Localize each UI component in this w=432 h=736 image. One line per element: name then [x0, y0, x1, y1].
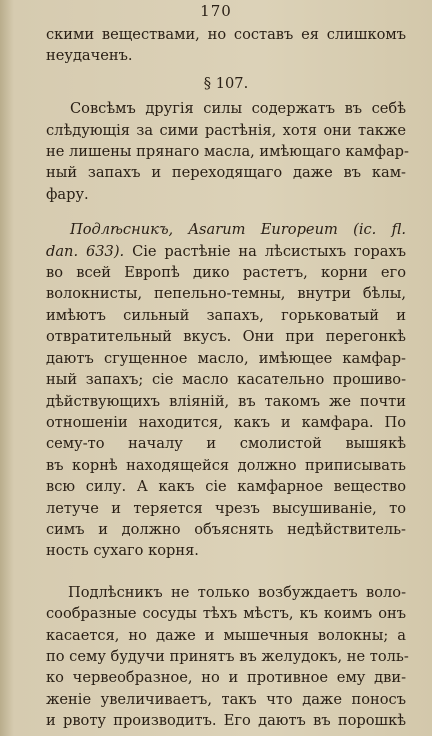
text-line: по сему будучи принятъ въ желудокъ, не толь- — [46, 647, 409, 665]
page-number: 170 — [200, 2, 232, 20]
text-line: Совсѣмъ другія силы содержатъ въ себѣ — [70, 100, 406, 118]
text-line: въ корнѣ находящейся должно приписывать — [46, 456, 406, 474]
text-line: сему-то началу и смолистой вышякѣ — [46, 435, 406, 453]
text-line — [46, 241, 406, 262]
text-line: женіе увеличиваетъ, такъ что даже поносъ — [46, 690, 406, 708]
text-line: ко червеобразное, но и противное ему дви- — [46, 669, 406, 687]
text-line: дѣйствующихъ вліяній, въ такомъ же почти — [46, 392, 406, 410]
paragraph-2 — [46, 98, 409, 205]
text-line: симъ и должно объяснять недѣйствитель- — [46, 520, 406, 538]
text-line: неудаченъ. — [46, 47, 133, 65]
text-line: летуче и теряется чрезъ высушиваніе, то — [46, 499, 406, 517]
text-line: Подлѣсникъ не только возбуждаетъ воло- — [68, 583, 406, 601]
text-line: имѣютъ сильный запахъ, горьковатый и — [46, 306, 406, 324]
text-line: касается, но даже и мышечныя волокны; а — [46, 626, 406, 644]
paragraph-1 — [46, 24, 406, 67]
text-line-italic: Подлѣсникъ, Asarum Europeum (ic. fl. — [70, 221, 406, 239]
paragraph-3 — [46, 219, 406, 562]
text-line: ный запахъ; сіе масло касательно прошиво- — [46, 371, 406, 389]
text-line: сообразные сосуды тѣхъ мѣстъ, къ коимъ онъ — [46, 605, 406, 623]
paragraph-4 — [46, 582, 409, 732]
text-line: даютъ сгущенное масло, имѣющее камфар- — [46, 349, 406, 367]
text-line: скими веществами, но составъ ея слишкомъ — [46, 26, 406, 43]
text-line: отвратительный вкусъ. Они при перегонкѣ — [46, 328, 406, 346]
text-span: Сіе растѣніе на лѣсистыхъ горахъ — [124, 242, 406, 260]
text-line: во всей Европѣ дико растетъ, корни его — [46, 264, 406, 282]
citation-text: dan. 633). — [46, 242, 125, 260]
text-line: волокнисты, пепельно-темны, внутри бѣлы, — [46, 285, 406, 303]
text-line: слѣдующія за сими растѣнія, хотя они также — [46, 121, 406, 139]
text-line: фару. — [46, 185, 89, 203]
text-line: ный запахъ и переходящаго даже въ кам- — [46, 164, 406, 182]
text-line: и рвоту производитъ. Его даютъ въ порошкѣ — [46, 712, 406, 730]
text-line: всю силу. А какъ сіе камфарное вещество — [46, 478, 406, 496]
section-heading: § 107. — [203, 74, 249, 92]
page-text — [46, 24, 409, 732]
text-line: ность сухаго корня. — [46, 542, 199, 560]
text-line: отношеніи находится, какъ и камфара. По — [46, 413, 406, 431]
text-line: не лишены прянаго масла, имѣющаго камфар- — [46, 143, 409, 161]
